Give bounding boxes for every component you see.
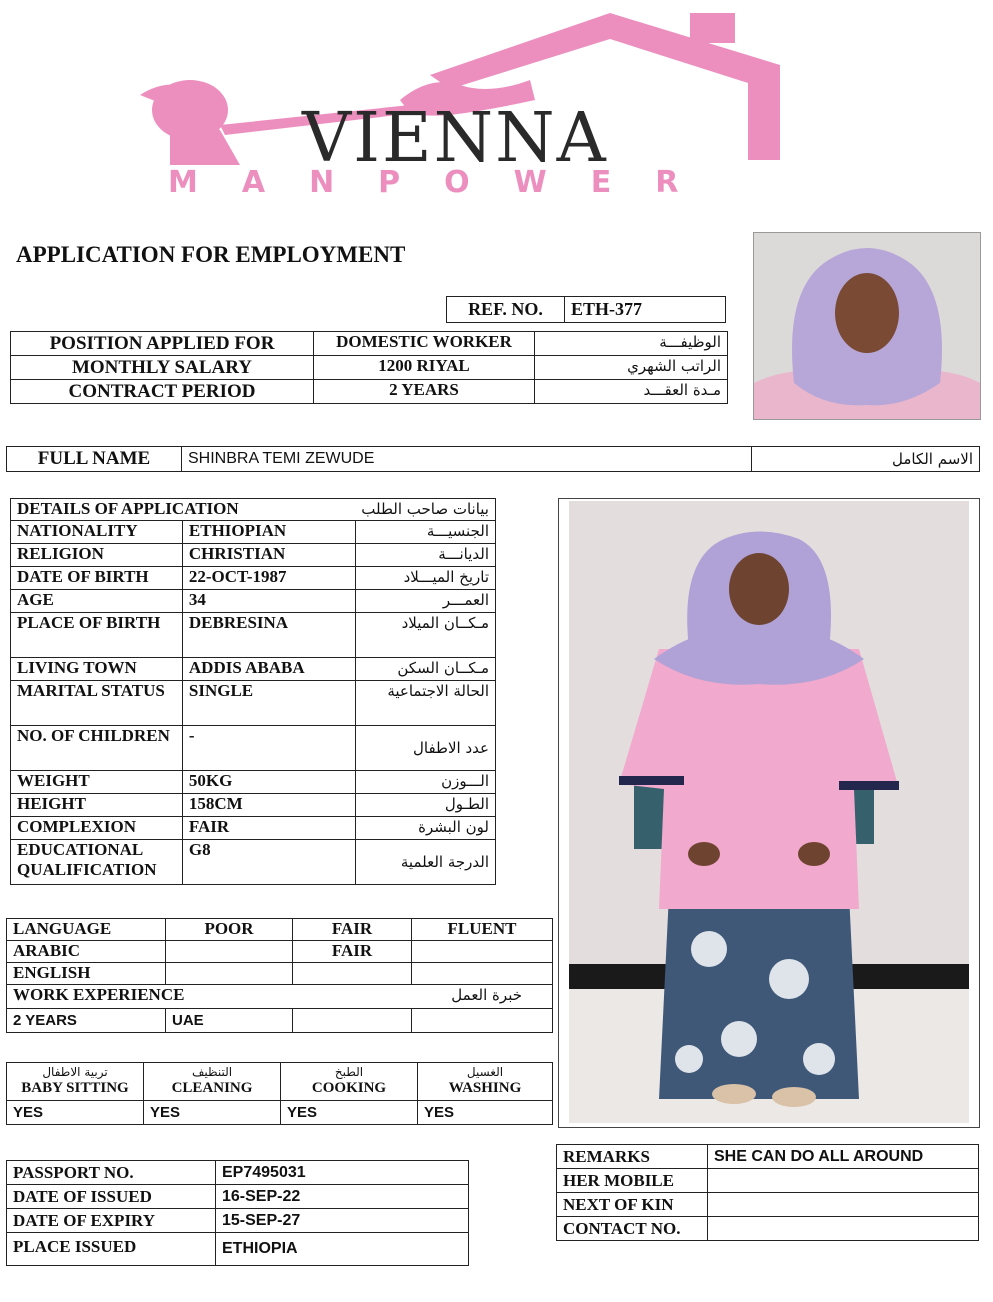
skill-washing: [418, 1063, 553, 1101]
age-arabic: العمـــر: [355, 590, 495, 613]
position-value: DOMESTIC WORKER: [314, 332, 535, 356]
details-heading-arabic: بيانات صاحب الطلب: [355, 499, 495, 521]
living-town-label: LIVING TOWN: [11, 658, 183, 681]
skills-header-row: [7, 1063, 553, 1101]
language-fluent: [412, 963, 553, 985]
details-heading: DETAILS OF APPLICATION: [11, 499, 356, 521]
salary-value: 1200 RIYAL: [314, 356, 535, 380]
detail-row: [11, 658, 496, 681]
details-table: [10, 498, 496, 885]
skill-cooking: [281, 1063, 418, 1101]
age-label: AGE: [11, 590, 183, 613]
skill-label: BABY SITTING: [21, 1080, 129, 1096]
work-experience-detail-row: [7, 1009, 553, 1033]
contact-no-value: [708, 1217, 979, 1241]
work-experience-empty: [293, 1009, 412, 1033]
language-poor: [166, 941, 293, 963]
language-fair: FAIR: [293, 941, 412, 963]
detail-row: [11, 771, 496, 794]
passport-row: [7, 1161, 469, 1185]
detail-row: [11, 794, 496, 817]
skill-arabic: تربية الاطفال: [42, 1065, 108, 1079]
portrait-photo: [753, 232, 981, 420]
complexion-label: COMPLEXION: [11, 817, 183, 840]
dob-label: DATE OF BIRTH: [11, 567, 183, 590]
nationality-arabic: الجنسيـــة: [355, 521, 495, 544]
marital-status-value: SINGLE: [182, 681, 355, 726]
height-label: HEIGHT: [11, 794, 183, 817]
full-name-arabic: الاسم الكامل: [752, 447, 980, 472]
living-town-value: ADDIS ABABA: [182, 658, 355, 681]
detail-row: [11, 567, 496, 590]
ref-table: [446, 296, 726, 323]
portrait-illustration: [754, 233, 980, 419]
language-fluent: [412, 941, 553, 963]
marital-status-label: MARITAL STATUS: [11, 681, 183, 726]
mobile-value: [708, 1169, 979, 1193]
skill-baby-sitting: [7, 1063, 144, 1101]
salary-row: [11, 356, 728, 380]
dob-arabic: تاريخ الميـــلاد: [355, 567, 495, 590]
language-header: LANGUAGE: [7, 919, 166, 941]
skill-value: YES: [7, 1101, 144, 1125]
skill-value: YES: [418, 1101, 553, 1125]
remarks-value: SHE CAN DO ALL AROUND: [708, 1145, 979, 1169]
skills-table: [6, 1062, 553, 1125]
language-name: ENGLISH: [7, 963, 166, 985]
detail-row: [11, 544, 496, 567]
place-issued-label: PLACE ISSUED: [7, 1233, 216, 1266]
language-header-row: [7, 919, 553, 941]
language-fair: [293, 963, 412, 985]
salary-label: MONTHLY SALARY: [11, 356, 314, 380]
next-of-kin-label: NEXT OF KIN: [557, 1193, 708, 1217]
poor-header: POOR: [166, 919, 293, 941]
education-arabic: الدرجة العلمية: [355, 840, 495, 885]
detail-row: [11, 613, 496, 658]
work-experience-years: 2 YEARS: [7, 1009, 166, 1033]
skill-arabic: التنظيف: [191, 1065, 233, 1079]
weight-value: 50KG: [182, 771, 355, 794]
date-issued-value: 16-SEP-22: [216, 1185, 469, 1209]
next-of-kin-value: [708, 1193, 979, 1217]
skill-label: COOKING: [311, 1080, 387, 1096]
detail-row: [11, 590, 496, 613]
education-label: EDUCATIONAL QUALIFICATION: [11, 840, 183, 885]
marital-status-arabic: الحالة الاجتماعية: [355, 681, 495, 726]
complexion-value: FAIR: [182, 817, 355, 840]
language-poor: [166, 963, 293, 985]
full-name-label: FULL NAME: [7, 447, 182, 472]
detail-row: [11, 681, 496, 726]
detail-row: [11, 726, 496, 771]
weight-label: WEIGHT: [11, 771, 183, 794]
skill-label: WASHING: [448, 1080, 522, 1096]
language-row-arabic: [7, 941, 553, 963]
religion-value: CHRISTIAN: [182, 544, 355, 567]
fair-header: FAIR: [293, 919, 412, 941]
remarks-label: REMARKS: [557, 1145, 708, 1169]
remarks-row: [557, 1169, 979, 1193]
remarks-row: [557, 1217, 979, 1241]
place-of-birth-label: PLACE OF BIRTH: [11, 613, 183, 658]
work-experience-arabic: خبرة العمل: [293, 985, 553, 1009]
full-body-photo: [558, 498, 980, 1128]
passport-row: [7, 1185, 469, 1209]
skill-value: YES: [281, 1101, 418, 1125]
date-expiry-value: 15-SEP-27: [216, 1209, 469, 1233]
skill-arabic: الطبخ: [334, 1065, 364, 1079]
contract-value: 2 YEARS: [314, 380, 535, 404]
age-value: 34: [182, 590, 355, 613]
position-row: [11, 332, 728, 356]
work-experience-row: [7, 985, 553, 1009]
skill-value: YES: [144, 1101, 281, 1125]
skill-cleaning: [144, 1063, 281, 1101]
contact-no-label: CONTACT NO.: [557, 1217, 708, 1241]
position-label: POSITION APPLIED FOR: [11, 332, 314, 356]
nationality-value: ETHIOPIAN: [182, 521, 355, 544]
passport-no-label: PASSPORT NO.: [7, 1161, 216, 1185]
dob-value: 22-OCT-1987: [182, 567, 355, 590]
religion-arabic: الديانـــة: [355, 544, 495, 567]
contract-arabic: مـدة العقـــد: [535, 380, 728, 404]
detail-row: [11, 840, 496, 885]
passport-row: [7, 1233, 469, 1266]
work-experience-empty: [412, 1009, 553, 1033]
children-label: NO. OF CHILDREN: [11, 726, 183, 771]
place-issued-value: ETHIOPIA: [216, 1233, 469, 1266]
language-row-english: [7, 963, 553, 985]
passport-no-value: EP7495031: [216, 1161, 469, 1185]
height-arabic: الطـول: [355, 794, 495, 817]
logo-brand-text: VIENNA: [302, 99, 608, 178]
place-of-birth-value: DEBRESINA: [182, 613, 355, 658]
full-name-table: [6, 446, 980, 472]
remarks-row: [557, 1145, 979, 1169]
passport-table: [6, 1160, 469, 1266]
living-town-arabic: مـكــان السكن: [355, 658, 495, 681]
salary-arabic: الراتب الشهري: [535, 356, 728, 380]
children-arabic: عدد الاطفال: [355, 726, 495, 771]
nationality-label: NATIONALITY: [11, 521, 183, 544]
date-issued-label: DATE OF ISSUED: [7, 1185, 216, 1209]
detail-row: [11, 521, 496, 544]
children-value: -: [182, 726, 355, 771]
place-of-birth-arabic: مـكــان الميلاد: [355, 613, 495, 658]
weight-arabic: الـــوزن: [355, 771, 495, 794]
complexion-arabic: لون البشرة: [355, 817, 495, 840]
date-expiry-label: DATE OF EXPIRY: [7, 1209, 216, 1233]
work-experience-label: WORK EXPERIENCE: [7, 985, 293, 1009]
passport-row: [7, 1209, 469, 1233]
skill-arabic: الغسيل: [466, 1065, 504, 1079]
page-title: APPLICATION FOR EMPLOYMENT: [16, 242, 406, 267]
language-table: [6, 918, 553, 1033]
contract-row: [11, 380, 728, 404]
religion-label: RELIGION: [11, 544, 183, 567]
height-value: 158CM: [182, 794, 355, 817]
remarks-table: [556, 1144, 979, 1241]
position-table: [10, 331, 728, 404]
ref-label: REF. NO.: [447, 297, 565, 323]
full-body-illustration: [559, 499, 979, 1127]
fluent-header: FLUENT: [412, 919, 553, 941]
logo-tagline: MANPOWER: [168, 165, 723, 200]
ref-value: ETH-377: [565, 297, 726, 323]
full-name-value: SHINBRA TEMI ZEWUDE: [182, 447, 752, 472]
skill-label: CLEANING: [171, 1080, 253, 1096]
education-value: G8: [182, 840, 355, 885]
contract-label: CONTRACT PERIOD: [11, 380, 314, 404]
language-name: ARABIC: [7, 941, 166, 963]
work-experience-country: UAE: [166, 1009, 293, 1033]
remarks-row: [557, 1193, 979, 1217]
skills-value-row: [7, 1101, 553, 1125]
detail-row: [11, 817, 496, 840]
mobile-label: HER MOBILE: [557, 1169, 708, 1193]
position-arabic: الوظيفـــة: [535, 332, 728, 356]
